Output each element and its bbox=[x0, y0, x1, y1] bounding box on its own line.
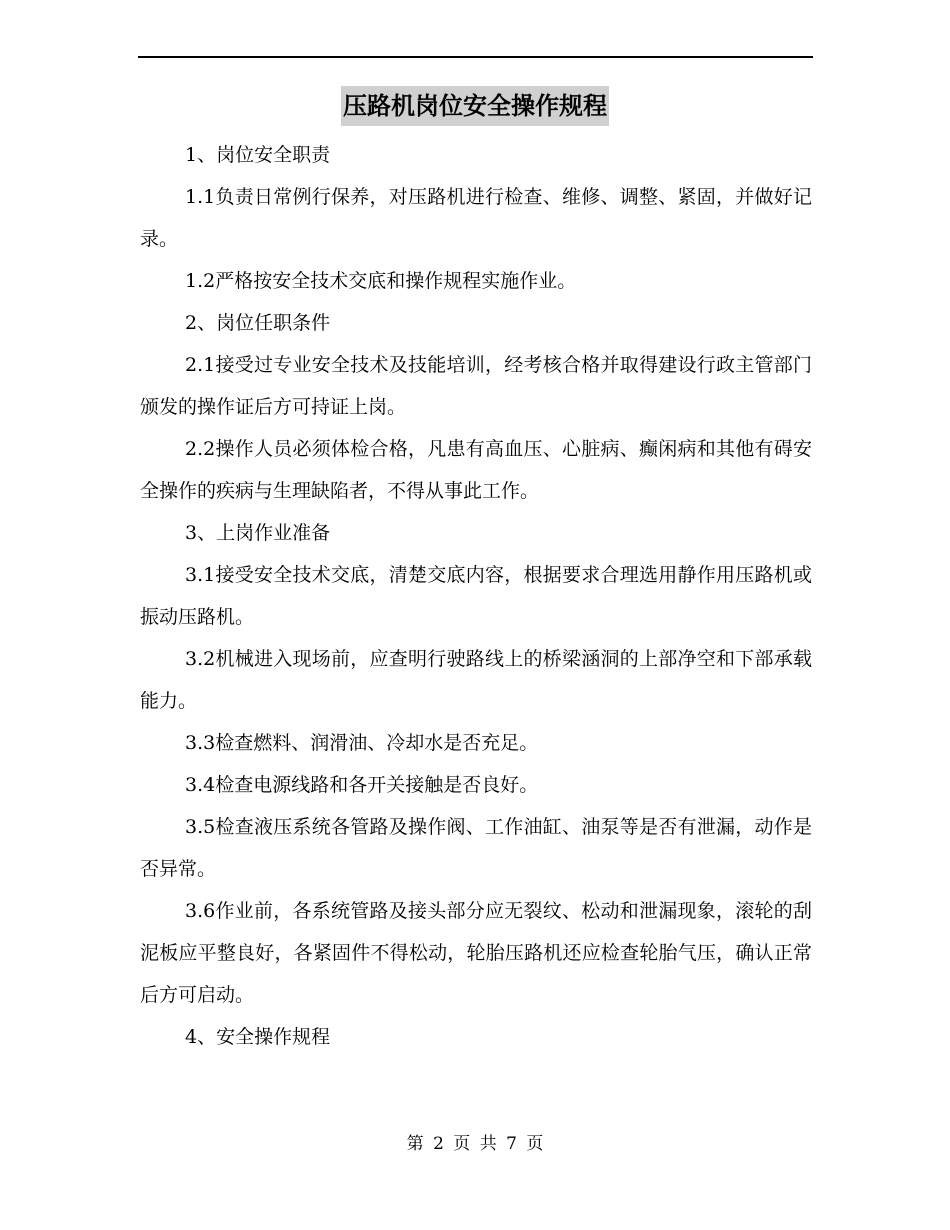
paragraph-3-4: 3.4检查电源线路和各开关接触是否良好。 bbox=[185, 774, 539, 796]
paragraph-3-6: 3.6作业前，各系统管路及接头部分应无裂纹、松动和泄漏现象，滚轮的刮泥板应平整良好，各紧固件不得松动，轮胎压路机还应检查轮胎气压，确认正常后方可启动。 bbox=[140, 900, 812, 1006]
paragraph-3-3: 3.3检查燃料、润滑油、冷却水是否充足。 bbox=[185, 732, 539, 754]
paragraph-3-2: 3.2机械进入现场前，应查明行驶路线上的桥梁涵洞的上部净空和下部承载能力。 bbox=[140, 648, 812, 712]
header-rule bbox=[138, 56, 813, 58]
paragraph-3-5: 3.5检查液压系统各管路及操作阀、工作油缸、油泵等是否有泄漏，动作是否异常。 bbox=[140, 816, 812, 880]
paragraph-1-1: 1.1负责日常例行保养，对压路机进行检查、维修、调整、紧固，并做好记录。 bbox=[140, 186, 812, 250]
paragraph-section-1: 1、岗位安全职责 bbox=[185, 144, 331, 166]
page-footer bbox=[0, 1130, 950, 1158]
paragraph-2-1: 2.1接受过专业安全技术及技能培训，经考核合格并取得建设行政主管部门颁发的操作证后方可持证上岗。 bbox=[140, 354, 812, 418]
page-number: 第 2 页 共 7 页 bbox=[406, 1134, 544, 1154]
paragraph-3-1: 3.1接受安全技术交底，清楚交底内容，根据要求合理选用静作用压路机或振动压路机。 bbox=[140, 564, 812, 628]
document-title: 压路机岗位安全操作规程 bbox=[341, 86, 609, 126]
paragraph-2-2: 2.2操作人员必须体检合格，凡患有高血压、心脏病、癫闲病和其他有碍安全操作的疾病与生理缺陷者，不得从事此工作。 bbox=[140, 438, 812, 502]
paragraph-section-3: 3、上岗作业准备 bbox=[185, 522, 331, 544]
paragraph-1-2: 1.2严格按安全技术交底和操作规程实施作业。 bbox=[185, 270, 577, 292]
title-container bbox=[0, 86, 950, 126]
document-body bbox=[140, 134, 812, 1058]
paragraph-section-2: 2、岗位任职条件 bbox=[185, 312, 331, 334]
paragraph-section-4: 4、安全操作规程 bbox=[185, 1026, 331, 1048]
